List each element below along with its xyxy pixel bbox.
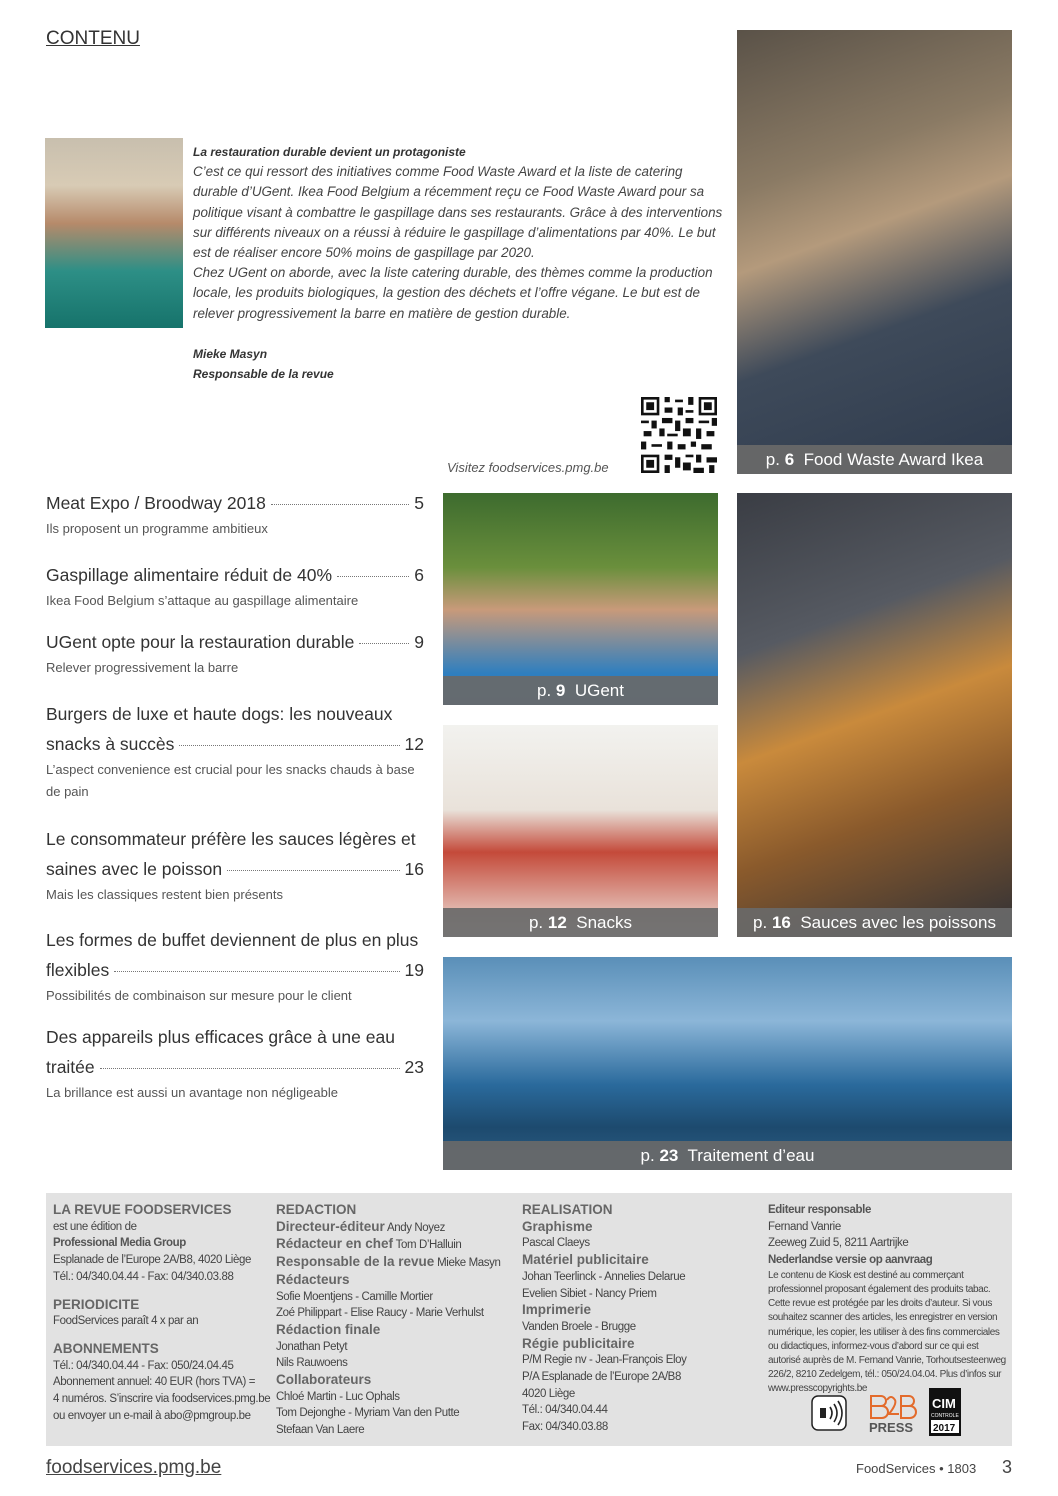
editorial-role: Responsable de la revue bbox=[193, 367, 334, 382]
toc-entry[interactable] bbox=[46, 1022, 424, 1104]
caption-text: Snacks bbox=[576, 913, 633, 932]
caption-page: 16 bbox=[771, 913, 791, 932]
toc-page: 23 bbox=[404, 1057, 424, 1077]
colophon-text: Stefaan Van Laere bbox=[276, 1424, 365, 1437]
caption-snacks bbox=[443, 908, 718, 937]
toc-entry[interactable] bbox=[46, 925, 424, 1007]
caption-prefix: p. bbox=[537, 681, 552, 700]
colophon-text: Fernand Vanrie bbox=[768, 1220, 841, 1233]
colophon-text: Abonnement annuel: 40 EUR (hors TVA) = bbox=[53, 1376, 256, 1389]
author-photo bbox=[45, 138, 183, 328]
colophon-text: P/M Regie nv - Jean-François Eloy bbox=[522, 1354, 687, 1367]
b2b-press-logo bbox=[869, 1396, 916, 1435]
caption-text: Sauces avec les poissons bbox=[800, 913, 996, 932]
caption-prefix: p. bbox=[765, 450, 780, 469]
editorial bbox=[193, 142, 723, 384]
colophon-text: Pascal Claeys bbox=[522, 1237, 590, 1250]
caption-text: Food Waste Award Ikea bbox=[803, 450, 984, 469]
caption-prefix: p. bbox=[753, 913, 768, 932]
toc-title-line1: Burgers de luxe et haute dogs: les nouveaux bbox=[46, 704, 393, 724]
toc-title: snacks à succès bbox=[46, 734, 175, 754]
caption-sauces bbox=[737, 908, 1012, 937]
colophon-label: Directeur-éditeur bbox=[276, 1218, 385, 1234]
toc-page: 9 bbox=[414, 632, 424, 652]
visit-website-text: Visitez foodservices.pmg.be bbox=[447, 460, 609, 475]
colophon-text: Tom Dejonghe - Myriam Van den Putte bbox=[276, 1407, 460, 1420]
photo-snacks bbox=[443, 725, 718, 937]
colophon-text: Jonathan Petyt bbox=[276, 1340, 348, 1353]
colophon-text: Zoé Philippart - Elise Raucy - Marie Verhulst bbox=[276, 1307, 484, 1320]
colophon-column-redaction bbox=[276, 1202, 500, 1439]
colophon-text: 4 numéros. S’inscrire via foodservices.pmg.be bbox=[53, 1393, 271, 1406]
photo-food-waste-award-ikea bbox=[737, 30, 1012, 474]
colophon-label: Matériel publicitaire bbox=[522, 1252, 649, 1268]
colophon-text: Nils Rauwoens bbox=[276, 1357, 348, 1370]
toc-subtitle: Ils proposent un programme ambitieux bbox=[46, 521, 268, 536]
colophon-label: Rédacteurs bbox=[276, 1271, 350, 1287]
colophon-text: Fax: 04/340.03.88 bbox=[522, 1421, 608, 1434]
caption-water bbox=[443, 1141, 1012, 1170]
page-number: 3 bbox=[1002, 1457, 1013, 1477]
toc-subtitle: L’aspect convenience est crucial pour les snacks chauds à base de pain bbox=[46, 762, 415, 799]
colophon-label: Graphisme bbox=[522, 1218, 593, 1234]
cim-year: 2017 bbox=[933, 1423, 956, 1434]
colophon-heading: Editeur responsable bbox=[768, 1204, 871, 1216]
cim-label: CIM bbox=[932, 1396, 956, 1411]
toc-subtitle: Mais les classiques restent bien présents bbox=[46, 887, 284, 902]
colophon-label: Responsable de la revue bbox=[276, 1254, 435, 1270]
colophon-text: 4020 Liège bbox=[522, 1387, 575, 1400]
caption-text: Traitement d’eau bbox=[687, 1146, 815, 1165]
toc-subtitle: La brillance est aussi un avantage non négligeable bbox=[46, 1085, 338, 1100]
colophon-heading: ABONNEMENTS bbox=[53, 1340, 159, 1356]
toc-subtitle: Possibilités de combinaison sur mesure pour le client bbox=[46, 988, 352, 1003]
colophon-text: Mieke Masyn bbox=[437, 1257, 501, 1270]
caption-page: 9 bbox=[555, 681, 566, 700]
colophon-label: Régie publicitaire bbox=[522, 1335, 635, 1351]
toc-title: UGent opte pour la restauration durable bbox=[46, 632, 355, 652]
caption-ikea bbox=[737, 445, 1012, 474]
toc-title-line1: Les formes de buffet deviennent de plus en plus bbox=[46, 930, 419, 950]
colophon-text: P/A Esplanade de l’Europe 2A/B8 bbox=[522, 1371, 681, 1384]
colophon-text: Tom D’Halluin bbox=[395, 1239, 462, 1252]
toc-title: flexibles bbox=[46, 960, 110, 980]
qr-code-icon[interactable] bbox=[640, 397, 718, 473]
colophon-text: Andy Noyez bbox=[386, 1221, 445, 1234]
toc-entry[interactable] bbox=[46, 560, 424, 612]
cim-logo bbox=[929, 1388, 961, 1436]
caption-page: 23 bbox=[659, 1146, 679, 1165]
colophon-text: est une édition de bbox=[53, 1220, 137, 1233]
toc-entry[interactable] bbox=[46, 627, 424, 679]
toc-subtitle: Relever progressivement la barre bbox=[46, 660, 239, 675]
press-kiosk-icon bbox=[812, 1396, 846, 1430]
toc-subtitle: Ikea Food Belgium s’attaque au gaspillage alimentaire bbox=[46, 593, 359, 608]
toc-entry[interactable] bbox=[46, 824, 424, 906]
colophon-text: Evelien Sibiet - Nancy Priem bbox=[522, 1287, 657, 1300]
editorial-paragraph-1: C’est ce qui ressort des initiatives comme Food Waste Award et la liste de catering durable d’UGent. Ikea Food Belgium a récemment reçu ce Food Waste Award pour sa politique visant à combattre le gaspillage dans ses restaurants. Grâce à des interventions sur différents niveaux on a réussi à réduire le gaspillage d’alimentations par 40%. Le but est de réaliser encore 50% moins de gaspillage par 2020. bbox=[193, 164, 723, 261]
editorial-heading: La restauration durable devient un protagoniste bbox=[193, 145, 466, 159]
colophon-text: Sofie Moentjens - Camille Mortier bbox=[276, 1290, 433, 1303]
editorial-paragraph-2: Chez UGent on aborde, avec la liste catering durable, des thèmes comme la production locale, les produits biologiques, la gestion des déchets et l’offre végane. Le but est de relever progressivement la barre en matière de gestion durable. bbox=[193, 265, 713, 321]
colophon-text: Zeeweg Zuid 5, 8211 Aartrijke bbox=[768, 1237, 909, 1250]
photo-ugent bbox=[443, 493, 718, 705]
toc-page: 5 bbox=[414, 493, 424, 513]
toc-page: 16 bbox=[404, 859, 424, 879]
colophon-heading: PERIODICITE bbox=[53, 1296, 140, 1312]
colophon-heading: REDACTION bbox=[276, 1202, 357, 1217]
colophon-column-revue bbox=[53, 1202, 270, 1424]
colophon-heading: LA REVUE FOODSERVICES bbox=[53, 1202, 232, 1217]
toc-page: 6 bbox=[414, 565, 424, 585]
section-title: CONTENU bbox=[46, 28, 140, 49]
colophon-text: Esplanade de l’Europe 2A/B8, 4020 Liège bbox=[53, 1254, 251, 1267]
colophon-text: Tél.: 04/340.04.44 - Fax: 04/340.03.88 bbox=[53, 1270, 234, 1283]
toc-title: Gaspillage alimentaire réduit de 40% bbox=[46, 565, 332, 585]
toc-title: Meat Expo / Broodway 2018 bbox=[46, 493, 266, 513]
photo-traitement-eau bbox=[443, 957, 1012, 1170]
publisher-logos bbox=[811, 1388, 963, 1438]
colophon-text: Tél.: 04/340.04.44 bbox=[522, 1404, 608, 1417]
photo-sauces-poissons bbox=[737, 493, 1012, 937]
cim-controle-label: CONTROLE bbox=[931, 1413, 959, 1419]
toc-entry[interactable] bbox=[46, 699, 424, 803]
caption-prefix: p. bbox=[528, 913, 544, 932]
toc-title-line1: Le consommateur préfère les sauces légères et bbox=[46, 829, 416, 849]
toc-title: traitée bbox=[46, 1057, 95, 1077]
issue-label: FoodServices • 1803 bbox=[856, 1461, 977, 1476]
caption-page: 12 bbox=[547, 913, 567, 932]
colophon-text: FoodServices paraît 4 x par an bbox=[53, 1315, 199, 1328]
caption-ugent bbox=[443, 676, 718, 705]
toc-page: 19 bbox=[404, 960, 424, 980]
colophon-text: ou envoyer un e-mail à abo@pmgroup.be bbox=[53, 1409, 251, 1422]
colophon-text: Vanden Broele - Brugge bbox=[522, 1320, 636, 1333]
colophon-label: Nederlandse versie op aanvraag bbox=[768, 1254, 933, 1267]
toc-page: 12 bbox=[404, 734, 424, 754]
caption-prefix: p. bbox=[640, 1146, 655, 1165]
colophon-text: Professional Media Group bbox=[53, 1237, 186, 1250]
editorial-author: Mieke Masyn bbox=[193, 346, 268, 361]
colophon-label: Rédaction finale bbox=[276, 1321, 381, 1337]
colophon-label: Rédacteur en chef bbox=[276, 1236, 394, 1252]
colophon-label: Collaborateurs bbox=[276, 1372, 372, 1388]
colophon-text: Tél.: 04/340.04.44 - Fax: 050/24.04.45 bbox=[53, 1359, 234, 1372]
colophon-text: Chloé Martin - Luc Ophals bbox=[276, 1390, 400, 1403]
toc-title: saines avec le poisson bbox=[46, 859, 223, 879]
colophon-column-editeur bbox=[768, 1202, 1008, 1397]
colophon-heading: REALISATION bbox=[522, 1202, 613, 1217]
caption-page: 6 bbox=[784, 450, 795, 469]
colophon-column-realisation bbox=[522, 1202, 686, 1436]
copyright-notice: Le contenu de Kiosk est destiné au commerçant professionnel proposant également des produits tabac. Cette revue est protégée par les droits d’auteur. Si vous souhaitez scanner des articles, les enregistrer en version numérique, les copier, les utiliser à des fins commerciales ou didactiques, informez-vous d’abord sur ce qui est autorisé auprès de M. Fernand Vanrie, Torhoutsesteenweg 226/2, 8210 Zedelgem, tél.: 050/24.04.04. Plus d’infos sur www.presscopyrights.be bbox=[768, 1269, 1006, 1395]
toc-title-line1: Des appareils plus efficaces grâce à une eau bbox=[46, 1027, 395, 1047]
toc-entry[interactable] bbox=[46, 488, 424, 540]
colophon-text: Johan Teerlinck - Annelies Delarue bbox=[522, 1270, 686, 1283]
caption-text: UGent bbox=[574, 681, 624, 700]
website-link[interactable]: foodservices.pmg.be bbox=[46, 1457, 222, 1478]
b2b-press-label: PRESS bbox=[869, 1420, 914, 1435]
colophon-label: Imprimerie bbox=[522, 1302, 592, 1318]
